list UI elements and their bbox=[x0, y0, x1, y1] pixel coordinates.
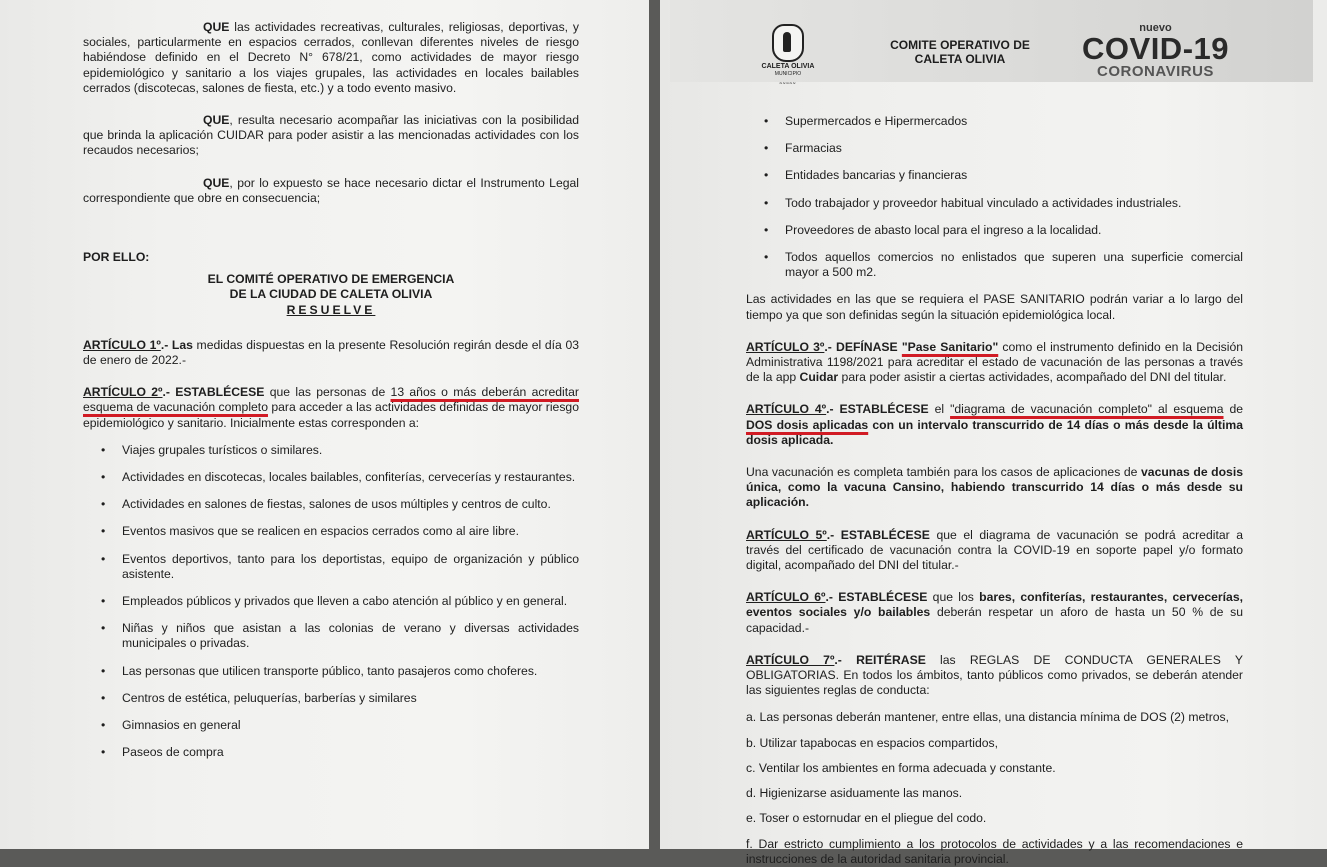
list-item: • Supermercados e Hipermercados bbox=[764, 114, 1243, 129]
considerando-2: QUE, resulta necesario acompañar las iniciativas con la posibilidad que brinda la aplicación CUIDAR para poder asistir a las mencionadas actividades con los recaudos necesarios; bbox=[83, 113, 579, 158]
list-item: • Entidades bancarias y financieras bbox=[764, 168, 1243, 183]
articulo-5: ARTÍCULO 5º.- ESTABLÉCESE que el diagrama de vacunación se podrá acreditar a través del certificado de vacunación contra la COVID-19 en soporte papel y/o formato digital, acompañado del DNI del titular.- bbox=[746, 527, 1243, 573]
considerando-1: QUE las actividades recreativas, culturales, religiosas, deportivas, y sociales, particularmente en espacios cerrados, conllevan diferentes niveles de riesgo habiéndose definido en el Decreto N° 678/21, como actividades de mayor riesgo epidemiológico y sanitario a los viajes grupales, las actividades en locales bailables cerrados (discotecas, salones de fiesta, etc.) y a todo evento masivo. bbox=[83, 20, 579, 95]
vacuna-unica-note: Una vacunación es completa también para los casos de aplicaciones de vacunas de dosis única, como la vacuna Cansino, habiendo transcurrido 14 días o más desde su aplicación. bbox=[746, 465, 1243, 510]
highlight-diagrama: "diagrama de vacunación completo" al esquema bbox=[950, 402, 1224, 417]
articulo-1: ARTÍCULO 1º.- Las medidas dispuestas en la presente Resolución regirán desde el día 03 de enero de 2022.- bbox=[83, 337, 579, 368]
list-item: • Actividades en salones de fiestas, salones de usos múltiples y centros de culto. bbox=[101, 497, 579, 512]
list-item: e. Toser o estornudar en el pliegue del codo. bbox=[746, 811, 987, 826]
list-item: • Farmacias bbox=[764, 141, 1243, 156]
highlight-pase-sanitario: "Pase Sanitario" bbox=[901, 339, 999, 354]
considerando-3: QUE, por lo expuesto se hace necesario dictar el Instrumento Legal correspondiente que obre en consecuencia; bbox=[83, 175, 579, 205]
list-item: • Paseos de compra bbox=[101, 745, 579, 760]
list-item: • Eventos deportivos, tanto para los deportistas, equipo de organización y público asistente. bbox=[101, 552, 579, 582]
articulo-7: ARTÍCULO 7º.- REITÉRASE las REGLAS DE CONDUCTA GENERALES Y OBLIGATORIAS. En todos los ámbitos, tanto públicos como privados, se deberán atender las siguientes reglas de conducta: bbox=[746, 652, 1244, 698]
articulo-2: ARTÍCULO 2º.- ESTABLÉCESE que las personas de 13 años o más deberán acreditar esquema de vacunación completo para acceder a las actividades definidas de mayor riesgo epidemiológico y sanitario. Inicialmente estas corresponden a: bbox=[83, 385, 579, 430]
list-item: • Centros de estética, peluquerías, barberías y similares bbox=[101, 691, 579, 706]
resuelve-heading: RESUELVE bbox=[286, 302, 376, 317]
covid-badge: nuevo COVID-19 CORONAVIRUS bbox=[1082, 22, 1229, 80]
resolution-heading bbox=[83, 272, 579, 318]
list-item: • Todo trabajador y proveedor habitual vinculado a actividades industriales. bbox=[764, 196, 1243, 211]
conduct-rules-list bbox=[746, 710, 1243, 866]
committee-line-2: DE LA CIUDAD DE CALETA OLIVIA bbox=[229, 287, 433, 302]
list-item: c. Ventilar los ambientes en forma adecuada y constante. bbox=[746, 760, 1056, 775]
list-item: f. Dar estricto cumplimiento a los protocolos de actividades y a las recomendaciones e instrucciones de la autoridad sanitaria provincial. bbox=[746, 836, 1243, 866]
list-item: b. Utilizar tapabocas en espacios compartidos, bbox=[746, 735, 999, 750]
list-item: • Niñas y niños que asistan a las colonias de verano y diversas actividades municipales o privadas. bbox=[101, 621, 579, 651]
list-item: • Actividades en discotecas, locales bailables, confiterías, cervecerías y restaurantes. bbox=[101, 470, 579, 485]
document-page-right bbox=[660, 0, 1327, 866]
activities-note: Las actividades en las que se requiera el PASE SANITARIO podrán variar a lo largo del tiempo ya que son definidas según la situación epidemiológica local. bbox=[746, 292, 1243, 322]
por-ello-heading: POR ELLO: bbox=[83, 250, 150, 265]
highlight-13-anos: 13 años o más deberán acreditar esquema de vacunación completo bbox=[83, 385, 579, 415]
articulo-4: ARTÍCULO 4º.- ESTABLÉCESE el "diagrama de vacunación completo" al esquema de DOS dosis aplicadas con un intervalo transcurrido de 14 días o más desde la última dosis aplicada. bbox=[746, 402, 1244, 447]
activities-list bbox=[83, 443, 579, 761]
list-item: • Empleados públicos y privados que lleven a cabo atención al público y en general. bbox=[101, 594, 579, 609]
list-item: • Proveedores de abasto local para el ingreso a la localidad. bbox=[764, 223, 1243, 238]
list-item: • Las personas que utilicen transporte público, tanto pasajeros como choferes. bbox=[101, 664, 579, 679]
committee-line-1: EL COMITÉ OPERATIVO DE EMERGENCIA bbox=[207, 272, 455, 287]
list-item: • Gimnasios en general bbox=[101, 718, 579, 733]
highlight-dos-dosis: DOS dosis aplicadas bbox=[746, 417, 869, 432]
shield-icon bbox=[772, 24, 804, 62]
document-page-left bbox=[0, 0, 649, 849]
waves-icon: ˷˷˷˷˷ bbox=[779, 77, 797, 84]
list-item: • Eventos masivos que se realicen en espacios cerrados como al aire libre. bbox=[101, 524, 579, 539]
list-item: d. Higienizarse asiduamente las manos. bbox=[746, 786, 963, 801]
letterhead-title: COMITE OPERATIVO DE CALETA OLIVIA bbox=[890, 38, 1030, 66]
exceptions-list bbox=[746, 114, 1243, 280]
list-item: • Todos aquellos comercios no enlistados que superen una superficie comercial mayor a 500 m2. bbox=[764, 250, 1243, 280]
articulo-3: ARTÍCULO 3º.- DEFÍNASE "Pase Sanitario" como el instrumento definido en la Decisión Administrativa 1198/2021 para acreditar el estado de vacunación de las personas a través de la app Cuidar para poder asistir a ciertas actividades, acompañado del DNI del titular. bbox=[746, 339, 1244, 385]
list-item: a. Las personas deberán mantener, entre ellas, una distancia mínima de DOS (2) metros, bbox=[746, 710, 1230, 725]
articulo-6: ARTÍCULO 6º.- ESTABLÉCESE que los bares, confiterías, restaurantes, cervecerías, eventos sociales y/o bailables deberán respetar un aforo de hasta un 50 % de su capacidad.- bbox=[746, 590, 1243, 635]
municipio-logo: CALETA OLIVIA MUNICIPIO ˷˷˷˷˷ bbox=[758, 24, 818, 84]
letterhead bbox=[670, 0, 1313, 82]
list-item: • Viajes grupales turísticos o similares. bbox=[101, 443, 579, 458]
